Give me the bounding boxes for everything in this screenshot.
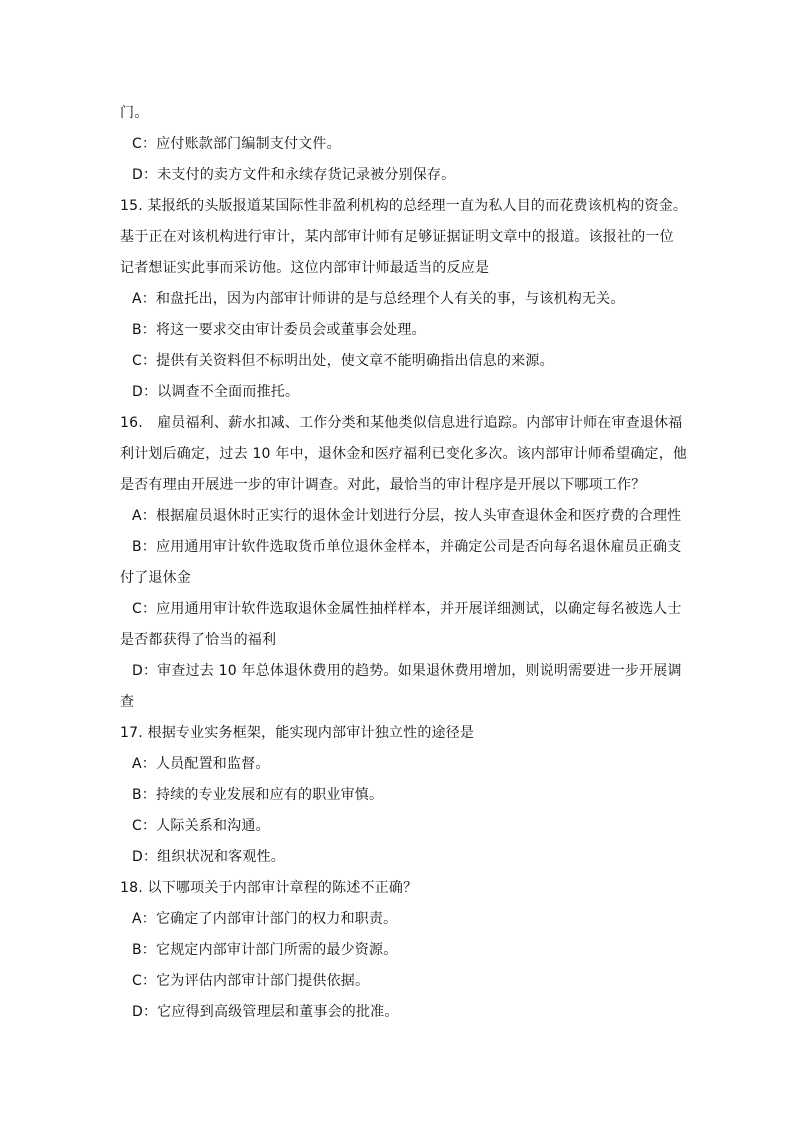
answer-option: C：应用通用审计软件选取退休金属性抽样样本，并开展详细测试，以确定每名被选人士 <box>132 601 682 617</box>
answer-option: C：提供有关资料但不标明出处，使文章不能明确指出信息的来源。 <box>132 353 554 369</box>
question-15: 15. 某报纸的头版报道某国际性非盈利机构的总经理一直为私人目的而花费该机构的资金。 <box>120 198 688 214</box>
question-continuation: 利计划后确定，过去 10 年中，退休金和医疗福利已变化多次。该内部审计师希望确定，他 <box>120 446 688 462</box>
option-continuation: 查 <box>120 694 135 710</box>
answer-option: A：它确定了内部审计部门的权力和职责。 <box>132 911 398 927</box>
answer-option: B：将这一要求交由审计委员会或董事会处理。 <box>132 322 426 338</box>
continuation-line: 门。 <box>120 105 149 121</box>
answer-option: B：应用通用审计软件选取货币单位退休金样本，并确定公司是否向每名退休雇员正确支 <box>132 539 682 555</box>
answer-option: A：和盘托出，因为内部审计师讲的是与总经理个人有关的事，与该机构无关。 <box>132 291 625 307</box>
answer-option: C：它为评估内部审计部门提供依据。 <box>132 973 370 989</box>
question-continuation: 记者想证实此事而采访他。这位内部审计师最适当的反应是 <box>120 260 490 276</box>
answer-option: B：它规定内部审计部门所需的最少资源。 <box>132 942 398 958</box>
question-17: 17. 根据专业实务框架，能实现内部审计独立性的途径是 <box>120 725 475 741</box>
document-body <box>120 98 688 1028</box>
question-16: 16. 雇员福利、薪水扣减、工作分类和某他类似信息进行追踪。内部审计师在审查退休福 <box>120 415 683 431</box>
question-continuation: 是否有理由开展进一步的审计调查。对此，最恰当的审计程序是开展以下哪项工作？ <box>120 477 646 493</box>
answer-option: D：未支付的卖方文件和永续存货记录被分别保存。 <box>132 167 456 183</box>
answer-option: A：根据雇员退休时正实行的退休金计划进行分层，按人头审查退休金和医疗费的合理性 <box>132 508 682 524</box>
answer-option: C：应付账款部门编制支付文件。 <box>132 136 341 152</box>
answer-option: D：审查过去 10 年总体退休费用的趋势。如果退休费用增加，则说明需要进一步开展调 <box>132 663 682 679</box>
answer-option: D：组织状况和客观性。 <box>132 849 285 865</box>
answer-option: D：以调查不全面而推托。 <box>132 384 300 400</box>
option-continuation: 是否都获得了恰当的福利 <box>120 632 277 648</box>
question-continuation: 基于正在对该机构进行审计，某内部审计师有足够证据证明文章中的报道。该报社的一位 <box>120 229 674 245</box>
question-18: 18. 以下哪项关于内部审计章程的陈述不正确？ <box>120 880 418 896</box>
answer-option: C：人际关系和沟通。 <box>132 818 270 834</box>
answer-option: D：它应得到高级管理层和董事会的批准。 <box>132 1004 399 1020</box>
answer-option: B：持续的专业发展和应有的职业审慎。 <box>132 787 384 803</box>
option-continuation: 付了退休金 <box>120 570 191 586</box>
answer-option: A：人员配置和监督。 <box>132 756 270 772</box>
